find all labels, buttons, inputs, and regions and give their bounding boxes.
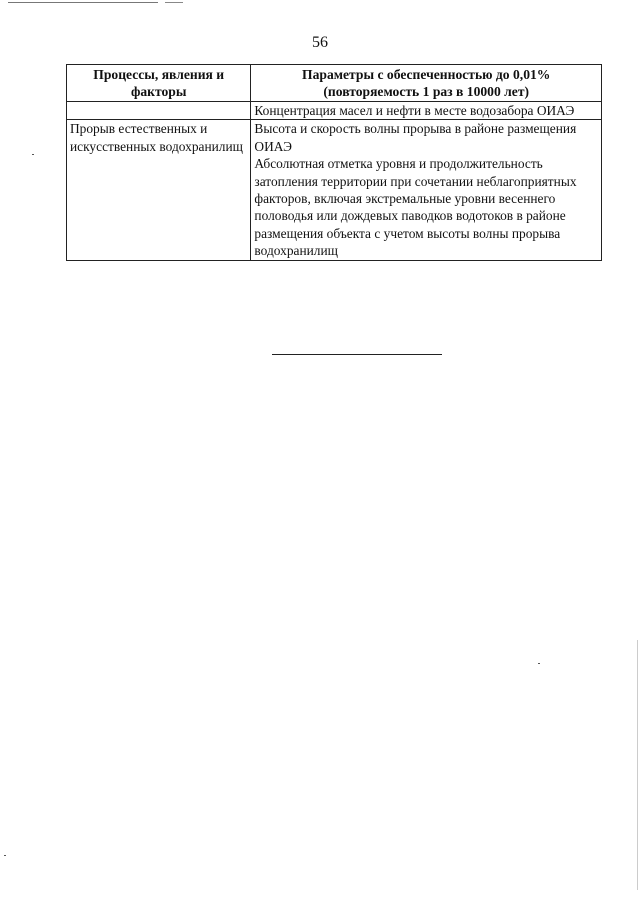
scan-artifact-edge xyxy=(637,640,638,890)
end-separator-line xyxy=(272,354,442,355)
parameters-cell xyxy=(251,102,602,120)
scan-artifact-line xyxy=(165,2,183,3)
parameters-table xyxy=(66,64,602,261)
scan-speck xyxy=(538,663,540,664)
table-row xyxy=(67,120,602,260)
process-cell: Прорыв естественных и искусственных водохранилищ xyxy=(67,120,251,260)
scan-artifact-line xyxy=(8,2,158,3)
scan-speck xyxy=(4,855,6,856)
header-parameters xyxy=(251,65,602,102)
parameter-text: Абсолютная отметка уровня и продолжительность затопления территории при сочетании неблагоприятных факторов, включая экстремальные уровни весеннего половодья или дождевых паводков водотоков в районе размещения объекта с учетом высоты волны прорыва водохранилищ xyxy=(254,156,577,259)
table-row xyxy=(67,102,602,120)
page-number: 56 xyxy=(312,34,328,51)
scan-speck xyxy=(32,154,34,155)
parameters-cell xyxy=(251,120,602,260)
header-parameters-line1: Параметры с обеспеченностью до 0,01% xyxy=(302,67,551,82)
header-processes: Процессы, явления и факторы xyxy=(67,65,251,102)
parameter-text: Концентрация масел и нефти в месте водозабора ОИАЭ xyxy=(254,103,575,118)
parameter-text: Высота и скорость волны прорыва в районе размещения ОИАЭ xyxy=(254,121,577,154)
header-parameters-line2: (повторяемость 1 раз в 10000 лет) xyxy=(323,84,530,99)
process-cell xyxy=(67,102,251,120)
table-header-row xyxy=(67,65,602,102)
